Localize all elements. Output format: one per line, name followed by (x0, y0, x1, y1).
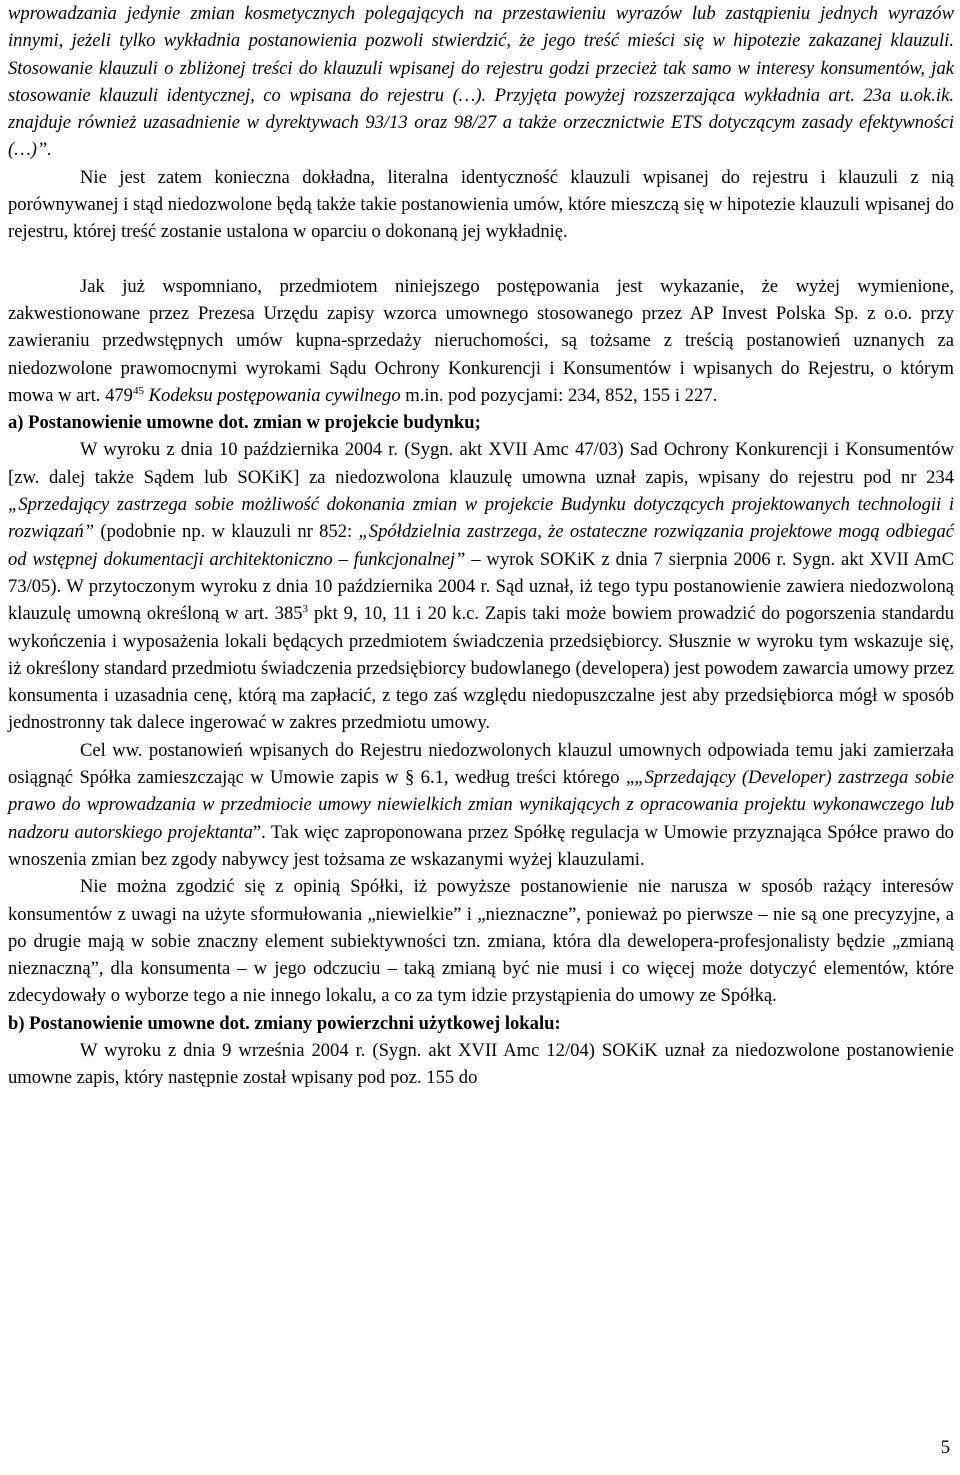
italic-text-run: Kodeksu postępowania cywilnego (148, 384, 401, 406)
text-run: ”. Tak więc zaproponowana przez Spółkę regulacja w Umowie przyznająca Spółce prawo do wnoszenia zmian bez zgody nabywcy jest tożsama ze wskazanymi wyżej klauzulami. (8, 821, 954, 870)
italic-quote: „Sprzedający zastrzega sobie możliwość dokonania zmian w projekcie Budynku dotyczących projektowanych technologii i rozwiązań” (8, 494, 954, 543)
text-run: W wyroku z dnia 10 października 2004 r. (Sygn. akt XVII Amc 47/03) Sad Ochrony Konkurencji i Konsumentów [zw. dalej także Sądem lub SOKiK] za niedozwolona klauzulę umowna uznał zapis, wpisany do rejestru pod nr 234 (8, 439, 954, 488)
text-run: pkt 9, 10, 11 i 20 k.c. Zapis taki może bowiem prowadzić do pogorszenia standardu wykończenia i wyposażenia lokali będących przedmiotem świadczenia przedsiębiorcy. Słusznie w wyroku tym wskazuje się, iż określony standard przedmiotu świadczenia przedsiębiorcy budowlanego (developera) jest powodem zawarcia umowy przez konsumenta i uzasadnia cenę, którą ma zapłacić, z tego zaś względu niedopuszczalne jest aby przedsiębiorca mógł w sposób jednostronny tak dalece ingerować w zakres przedmiotu umowy. (8, 603, 954, 734)
superscript: 3 (302, 603, 309, 616)
section-heading-b: b) Postanowienie umowne dot. zmiany powierzchni użytkowej lokalu: (8, 1012, 561, 1034)
text-run: Cel ww. postanowień wpisanych do Rejestru niedozwolonych klauzul umownych odpowiada temu jaki zamierzała osiągnąć Spółka zamieszczając w Umowie zapis w § 6.1, według treści którego „ (8, 739, 954, 789)
paragraph-identity-conclusion: Nie jest zatem konieczna dokładna, literalna identyczność klauzuli wpisanej do rejestru i klauzuli z nią porównywanej i stąd niedozwolone będą także takie postanowienia umów, które mieszczą się w hipotezie klauzuli wpisanej do rejestru, której treść zostanie ustalona w oparciu o dokonaną jej wykładnię. (8, 166, 954, 243)
text-run: Jak już wspomniano, przedmiotem niniejszego postępowania jest wykazanie, że wyżej wymienione, zakwestionowane przez Prezesa Urzędu zapisy wzorca umownego stosowanego przez AP Invest Polska Sp. z o.o. przy zawieraniu przedwstępnych umów kupna-sprzedaży nieruchomości, są tożsame z treścią postanowień uznanych za niedozwolone prawomocnymi wyrokami Sądu Ochrony Konkurencji i Konsumentów i wpisanych do Rejestru, o którym mowa w art. 479 (8, 275, 954, 406)
paragraph-judgment-september-2004: W wyroku z dnia 9 września 2004 r. (Sygn. akt XVII Amc 12/04) SOKiK uznał za niedozwolone postanowienie umowne zapis, który następnie został wpisany pod poz. 155 do (8, 1039, 954, 1089)
paragraph-purpose-of-clauses (8, 737, 954, 873)
text-run: m.in. pod pozycjami: 234, 852, 155 i 227. (400, 384, 718, 406)
document-page (8, 0, 954, 1092)
text-run: – wyrok SOKiK z dnia 7 sierpnia 2006 r. Sygn. akt XVII AmC 73/05). W przytoczonym wyroku z dnia 10 października 2004 r. Sąd uznał, iż tego typu postanowienie zawiera niedozwoloną klauzulę umowną określoną w art. 385 (8, 548, 954, 625)
text-run: (podobnie np. w klauzuli nr 852: (94, 521, 359, 543)
page-number: 5 (940, 1437, 950, 1458)
italic-quote: „Spółdzielnia zastrzega, że ostateczne rozwiązania projektowe mogą odbiegać od wstępnej dokumentacji architektoniczno – funkcjonalnej” (8, 521, 954, 570)
paragraph-subject-of-proceedings (8, 273, 954, 409)
paragraph-judgment-october-2004 (8, 436, 954, 736)
paragraph-company-opinion: Nie można zgodzić się z opinią Spółki, iż powyższe postanowienie nie narusza w sposób rażący interesów konsumentów z uwagi na użyte sformułowania „niewielkie” i „nieznaczne”, ponieważ po pierwsze – nie są one precyzyjne, a po drugie mają w sobie znaczny element subiektywności tzn. zmiana, która dla dewelopera-profesjonalisty będzie „zmianą nieznaczną”, dla konsumenta – w jego odczuciu – taką zmianą być nie musi i co więcej może dotyczyć elementów, które zdecydowały o wyborze tego a nie innego lokalu, a co za tym idzie przystąpienia do umowy ze Spółką. (8, 876, 954, 1007)
italic-quote: „Sprzedający (Developer) zastrzega sobie prawo do wprowadzania w przedmiocie umowy niewielkich zmian wynikających z opracowania projektu wykonawczego lub nadzoru autorskiego projektanta (8, 767, 954, 843)
paragraph-spacer (8, 246, 954, 273)
section-heading-a: a) Postanowienie umowne dot. zmian w projekcie budynku; (8, 412, 481, 434)
superscript: 45 (132, 384, 144, 397)
paragraph-quote-continuation: wprowadzania jedynie zmian kosmetycznych polegających na przestawieniu wyrazów lub zastąpieniu jednych wyrazów innymi, jeżeli tylko wykładnia postanowienia pozwoli stwierdzić, że jego treść mieści się w hipotezie zakazanej klauzuli. Stosowanie klauzuli o zbliżonej treści do klauzuli wpisanej do rejestru godzi przecież tak samo w interesy konsumentów, jak stosowanie klauzuli identycznej, co wpisana do rejestru (…). Przyjęta powyżej rozszerzająca wykładnia art. 23a u.ok.ik. znajduje również uzasadnienie w dyrektywach 93/13 oraz 98/27 a także orzecznictwie ETS dotyczącym zasady efektywności (…)”. (8, 3, 954, 161)
